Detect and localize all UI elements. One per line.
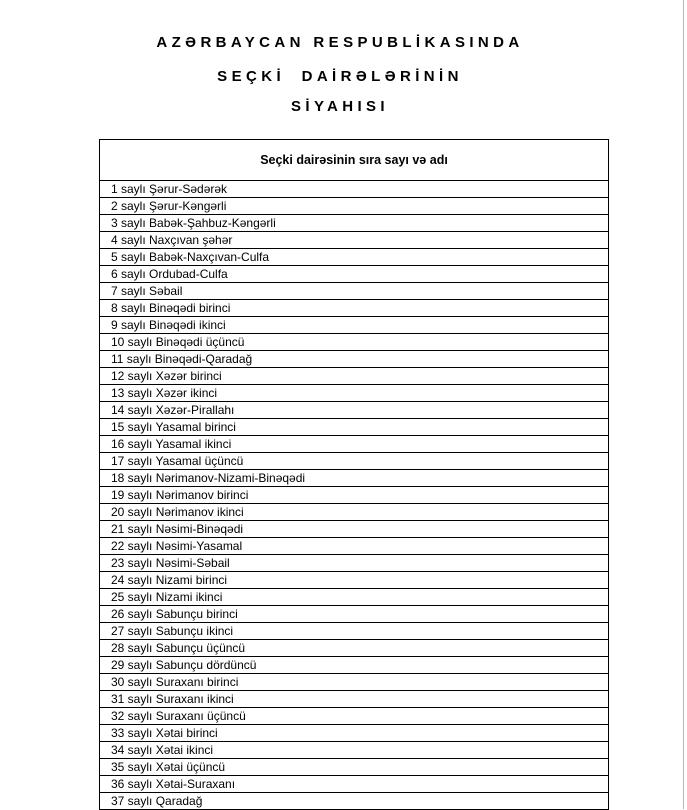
table-row: 25 saylı Nizami ikinci bbox=[100, 589, 608, 606]
table-row: 3 saylı Babək-Şahbuz-Kəngərli bbox=[100, 215, 608, 232]
table-row: 8 saylı Binəqədi birinci bbox=[100, 300, 608, 317]
table-row: 20 saylı Nərimanov ikinci bbox=[100, 504, 608, 521]
document-title-line-1: AZƏRBAYCAN RESPUBLİKASINDA bbox=[156, 34, 524, 51]
table-row: 5 saylı Babək-Naxçıvan-Culfa bbox=[100, 249, 608, 266]
districts-table bbox=[99, 139, 609, 810]
table-row: 4 saylı Naxçıvan şəhər bbox=[100, 232, 608, 249]
table-row: 30 saylı Suraxanı birinci bbox=[100, 674, 608, 691]
table-row: 33 saylı Xətai birinci bbox=[100, 725, 608, 742]
table-row: 32 saylı Suraxanı üçüncü bbox=[100, 708, 608, 725]
table-row: 2 saylı Şərur-Kəngərli bbox=[100, 198, 608, 215]
table-row: 17 saylı Yasamal üçüncü bbox=[100, 453, 608, 470]
table-row: 15 saylı Yasamal birinci bbox=[100, 419, 608, 436]
table-row: 29 saylı Sabunçu dördüncü bbox=[100, 657, 608, 674]
table-row: 10 saylı Binəqədi üçüncü bbox=[100, 334, 608, 351]
table-row: 7 saylı Səbail bbox=[100, 283, 608, 300]
table-row: 11 saylı Binəqədi-Qaradağ bbox=[100, 351, 608, 368]
table-row: 31 saylı Suraxanı ikinci bbox=[100, 691, 608, 708]
table-header: Seçki dairəsinin sıra sayı və adı bbox=[100, 140, 608, 181]
page-edge bbox=[683, 0, 684, 809]
table-row: 23 saylı Nəsimi-Səbail bbox=[100, 555, 608, 572]
table-row: 26 saylı Sabunçu birinci bbox=[100, 606, 608, 623]
table-row: 36 saylı Xətai-Suraxanı bbox=[100, 776, 608, 793]
table-row: 28 saylı Sabunçu üçüncü bbox=[100, 640, 608, 657]
table-row: 18 saylı Nərimanov-Nizami-Binəqədi bbox=[100, 470, 608, 487]
table-row: 16 saylı Yasamal ikinci bbox=[100, 436, 608, 453]
table-row: 22 saylı Nəsimi-Yasamal bbox=[100, 538, 608, 555]
table-row: 6 saylı Ordubad-Culfa bbox=[100, 266, 608, 283]
table-row: 24 saylı Nizami birinci bbox=[100, 572, 608, 589]
table-row: 14 saylı Xəzər-Pirallahı bbox=[100, 402, 608, 419]
table-row: 9 saylı Binəqədi ikinci bbox=[100, 317, 608, 334]
table-row: 34 saylı Xətai ikinci bbox=[100, 742, 608, 759]
table-row: 13 saylı Xəzər ikinci bbox=[100, 385, 608, 402]
table-row: 1 saylı Şərur-Sədərək bbox=[100, 181, 608, 198]
table-row: 12 saylı Xəzər birinci bbox=[100, 368, 608, 385]
document-title-line-2: SEÇKİ DAİRƏLƏRİNİN bbox=[217, 68, 463, 85]
table-row: 21 saylı Nəsimi-Binəqədi bbox=[100, 521, 608, 538]
table-row: 19 saylı Nərimanov birinci bbox=[100, 487, 608, 504]
table-body bbox=[100, 181, 608, 810]
table-row: 37 saylı Qaradağ bbox=[100, 793, 608, 810]
table-row: 27 saylı Sabunçu ikinci bbox=[100, 623, 608, 640]
table-row: 35 saylı Xətai üçüncü bbox=[100, 759, 608, 776]
document-title-line-3: SİYAHISI bbox=[290, 98, 389, 115]
